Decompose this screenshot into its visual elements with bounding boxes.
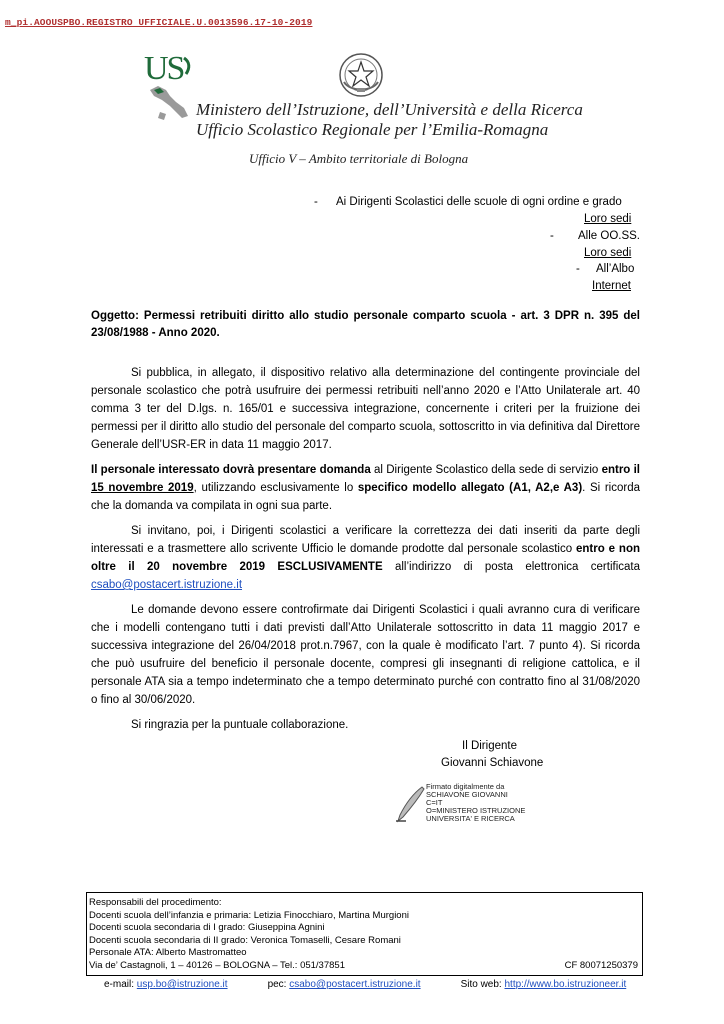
subject-line: Oggetto: Permessi retribuiti diritto allo studio personale comparto scuola - art. 3 DPR n. 395 del 23/08/1988 - Anno 2020. — [91, 310, 640, 339]
footer-contacts — [104, 979, 626, 990]
email-link[interactable]: usp.bo@istruzione.it — [136, 979, 228, 990]
footer-line: Docenti scuola secondaria di I grado: Giuseppina Agnini — [89, 922, 325, 933]
digital-line: C=IT — [426, 798, 443, 807]
quill-pen-icon — [394, 785, 426, 823]
p2-bold-2: entro il — [601, 464, 640, 476]
paragraph-5: Si ringrazia per la puntuale collaborazione. — [131, 719, 349, 731]
p2-text-1: al Dirigente Scolastico della sede di servizio — [370, 464, 602, 476]
pec-label: pec: — [267, 979, 290, 990]
pec-link[interactable]: csabo@postacert.istruzione.it — [289, 979, 421, 990]
fiscal-code: CF 80071250379 — [564, 959, 638, 971]
digital-line: Firmato digitalmente da — [426, 782, 505, 791]
p3-bold-1: entro e non oltre il 20 novembre 2019 ESCLUSIVAMENTE — [91, 543, 640, 573]
recipient-1: Ai Dirigenti Scolastici delle scuole di ogni ordine e grado — [336, 196, 622, 208]
paragraph-1: Si pubblica, in allegato, il dispositivo relativo alla determinazione del contingente provinciale del personale scolastico che potrà usufruire dei permessi retribuiti nell’anno 2020 e l’Atto Unilaterale art. 40 comma 3 ter del D.lgs. n. 165/01 e successiva integrazione, concernente i criteri per la fruizione dei permessi per il diritto allo studio del personale del comparto scuola, sottoscritto in via definitiva dal Direttore Generale dell’USR-ER in data 11 maggio 2017. — [91, 367, 640, 451]
p2-bold-3: specifico modello allegato (A1, A2,e A3) — [357, 482, 583, 494]
office-name: Ufficio Scolastico Regionale per l’Emilia-Romagna — [196, 120, 549, 139]
footer-responsibles-box — [86, 892, 643, 976]
recipient-dash: - — [576, 263, 580, 275]
digital-signature-text — [426, 783, 525, 823]
paragraph-4: Le domande devono essere controfirmate dai Dirigenti Scolastici i quali avranno cura di verificare che i modelli contengano tutti i dati previsti dall’Atto Unilaterale sottoscritto in data 11 maggio 2017 e successiva integrazione del 26/04/2018 prot.n.7967, con la quale è modificato l’art. 7 punto 4). Si ricorda che può usufruire del beneficio il personale docente, compresi gli insegnanti di religione cattolica, e il personale ATA sia a tempo indeterminato che a tempo determinato purché con contratto fino al 31/08/2020 o fino al 30/06/2020. — [91, 604, 640, 706]
p2-deadline: 15 novembre 2019 — [91, 482, 194, 494]
sub-office-name: Ufficio V – Ambito territoriale di Bologna — [249, 151, 469, 166]
footer-line: Responsabili del procedimento: — [89, 897, 222, 908]
pec-email-link[interactable]: csabo@postacert.istruzione.it — [91, 579, 243, 591]
recipient-2-location: Loro sedi — [584, 247, 632, 259]
p2-text-2: , utilizzando esclusivamente lo — [193, 482, 358, 494]
p2-bold-1: Il personale interessato dovrà presentare domanda — [91, 464, 371, 476]
paragraph-2 — [91, 461, 640, 515]
usr-logo-text: US — [144, 50, 184, 87]
recipient-dash: - — [550, 230, 554, 242]
recipient-3-location: Internet — [592, 280, 631, 292]
digital-signature — [394, 783, 544, 823]
digital-line: UNIVERSITA' E RICERCA — [426, 814, 515, 823]
recipient-1-location: Loro sedi — [584, 213, 632, 225]
letter-body — [91, 364, 640, 741]
usr-logo — [140, 52, 200, 124]
footer-line: Docenti scuola secondaria di II grado: Veronica Tomaselli, Cesare Romani — [89, 934, 401, 946]
p3-text-1: Si invitano, poi, i Dirigenti scolastici a verificare la correttezza dei dati inseriti da parte degli interessati e a trasmettere allo scrivente Ufficio le domande prodotte dal personale scolastico — [91, 525, 640, 555]
protocol-stamp: m_pi.AOOUSPBO.REGISTRO UFFICIALE.U.0013596.17-10-2019 — [5, 17, 313, 28]
p2-text-3: . Si ricorda che la domanda va compilata in ogni sua parte. — [91, 482, 640, 512]
footer-address: Via de’ Castagnoli, 1 – 40126 – BOLOGNA – Tel.: 051/37851 — [89, 959, 345, 971]
p3-text-2: all’indirizzo di posta elettronica certificata — [382, 561, 640, 573]
italy-map-icon — [140, 52, 200, 124]
website-link[interactable]: http://www.bo.istruzioneer.it — [504, 979, 627, 990]
email-label: e-mail: — [104, 979, 137, 990]
recipient-dash: - — [314, 196, 318, 208]
digital-line: O=MINISTERO ISTRUZIONE — [426, 806, 526, 815]
footer-line: Personale ATA: Alberto Mastromatteo — [89, 947, 247, 958]
footer-line: Docenti scuola dell’infanzia e primaria: Letizia Finocchiaro, Martina Murgioni — [89, 909, 409, 921]
recipient-2: Alle OO.SS. — [578, 230, 640, 242]
web-label: Sito web: — [460, 979, 505, 990]
republic-emblem-icon — [336, 50, 386, 100]
footer-address-row — [89, 960, 638, 973]
recipient-3: All’Albo — [596, 263, 635, 275]
signature-name: Giovanni Schiavone — [441, 757, 544, 769]
digital-line: SCHIAVONE GIOVANNI — [426, 790, 508, 799]
paragraph-3 — [91, 522, 640, 594]
signature-role: Il Dirigente — [462, 740, 517, 752]
ministry-name: Ministero dell’Istruzione, dell’Università e della Ricerca — [196, 100, 583, 119]
